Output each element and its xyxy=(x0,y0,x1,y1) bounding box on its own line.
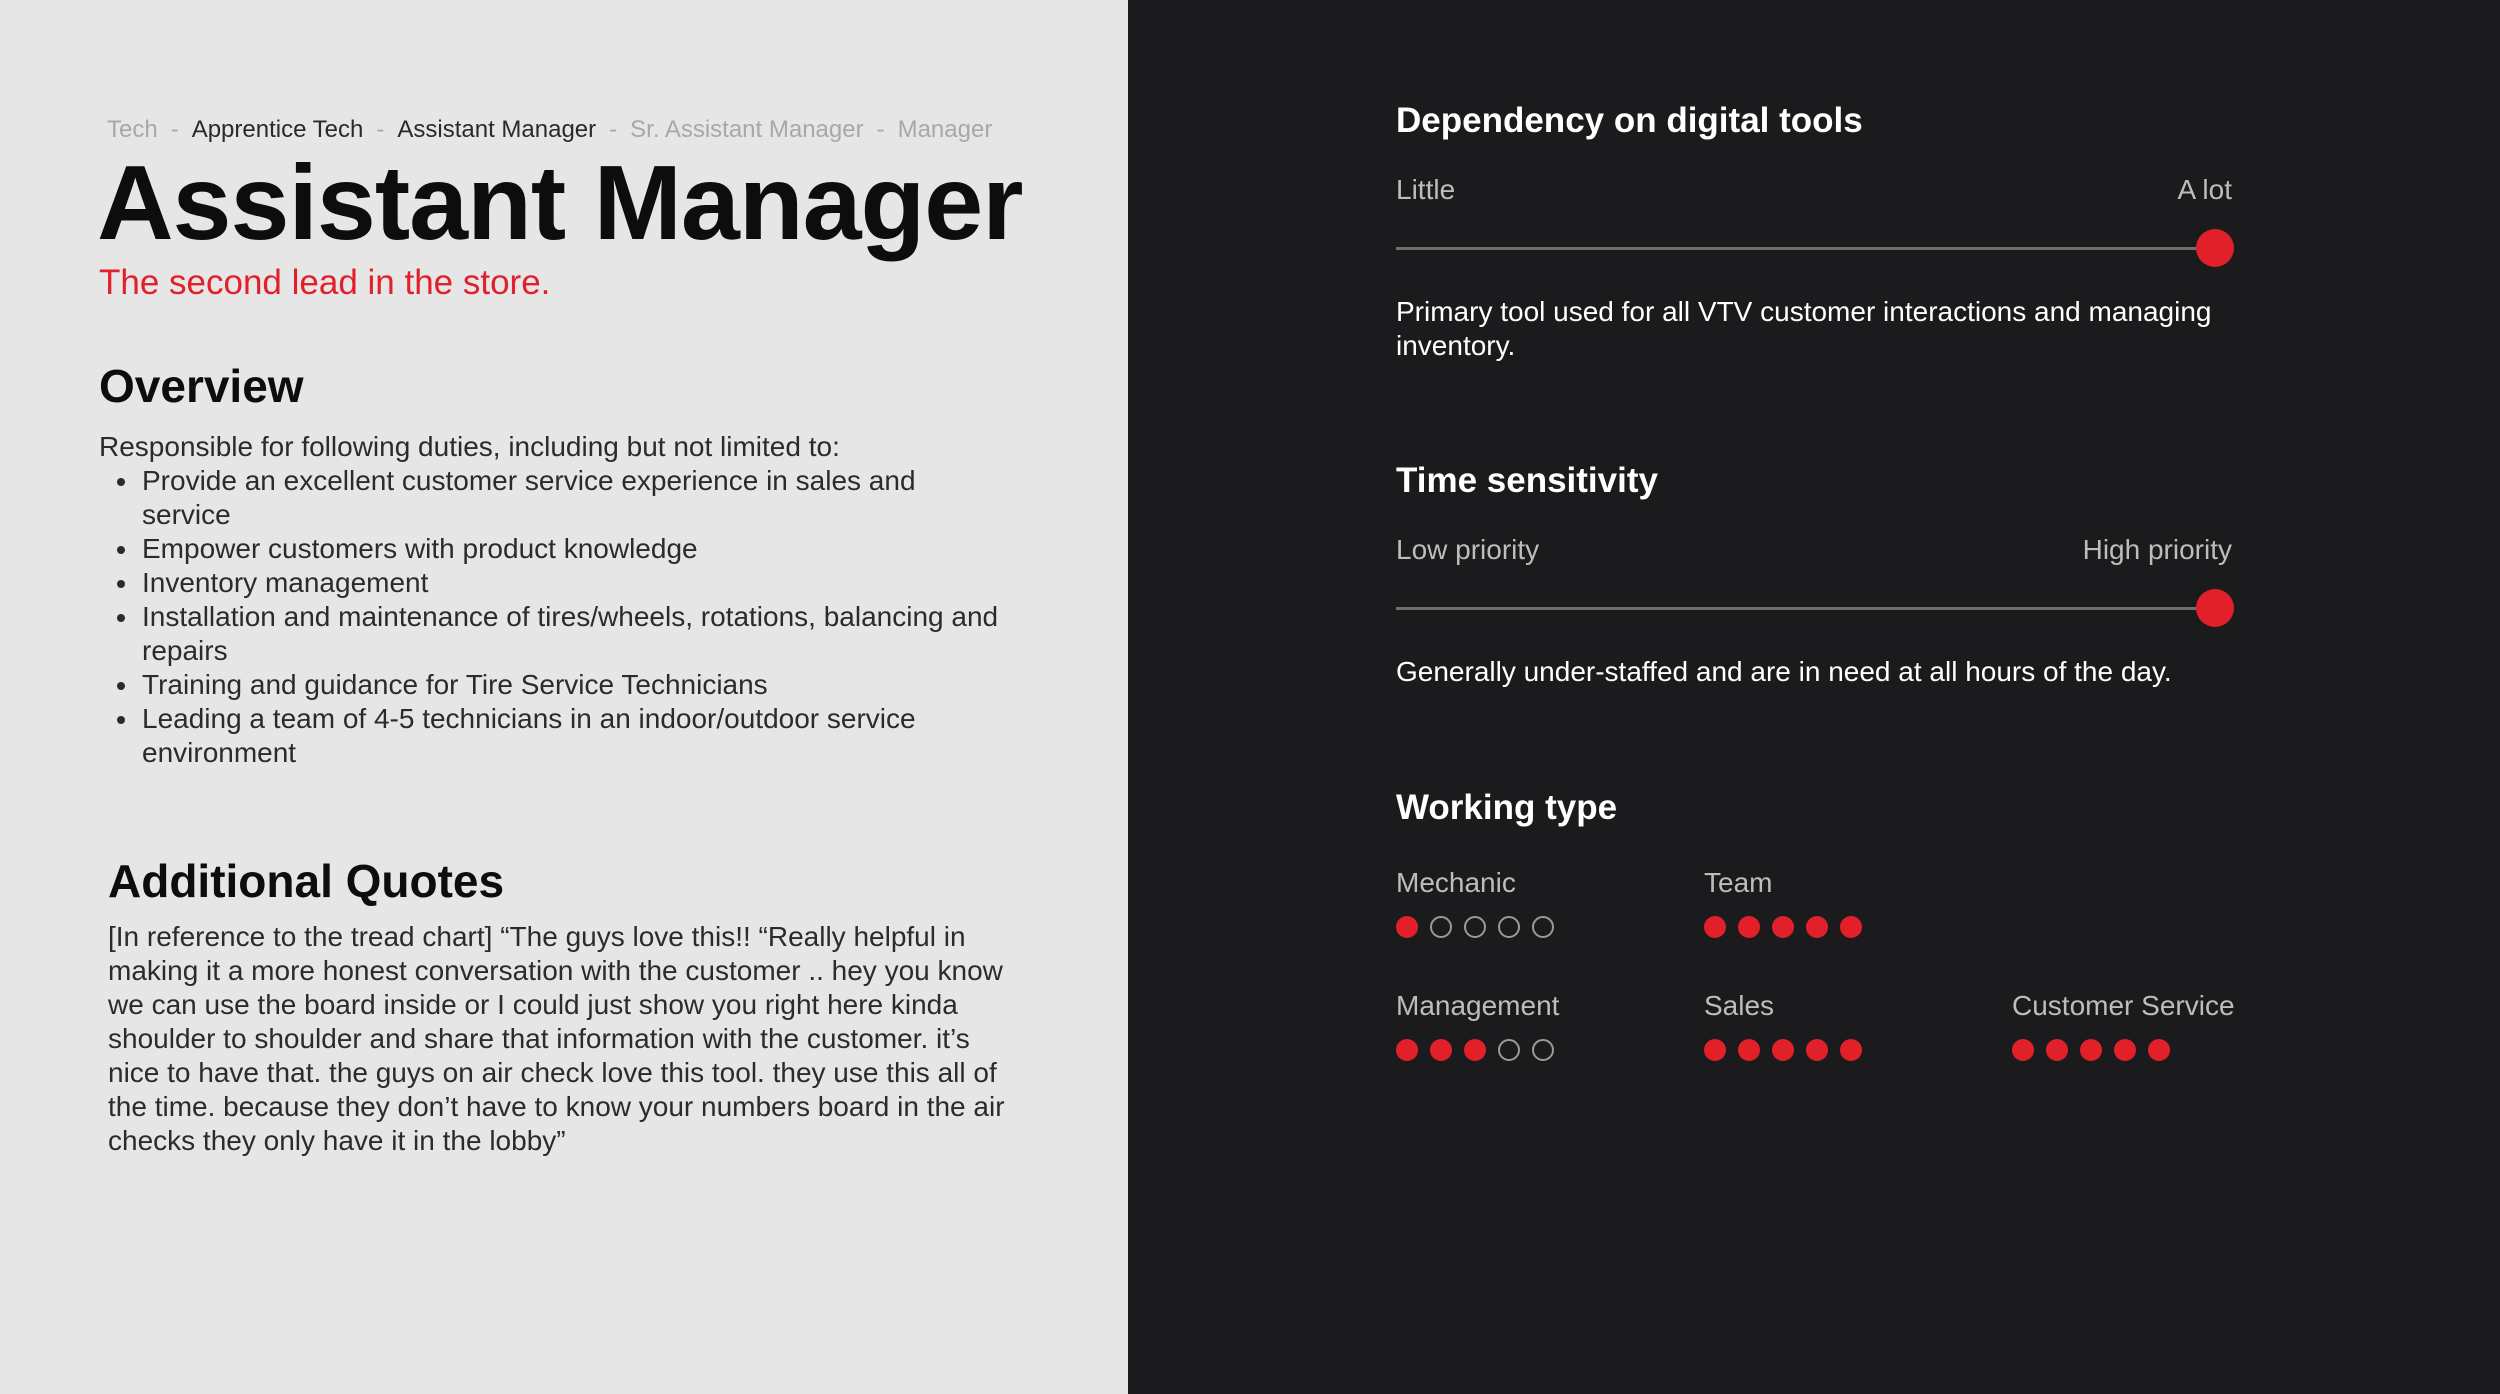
page-title: Assistant Manager xyxy=(97,144,1023,262)
rating-dots xyxy=(2012,1039,2235,1061)
dependency-low-label: Little xyxy=(1396,174,1456,205)
skill-mechanic xyxy=(1396,866,1554,938)
filled-dot-icon xyxy=(2148,1039,2170,1061)
skill-label: Mechanic xyxy=(1396,867,1516,898)
list-item xyxy=(99,668,999,702)
skill-management xyxy=(1396,989,1559,1061)
overview-intro: Responsible for following duties, including but not limited to: xyxy=(99,431,840,462)
filled-dot-icon xyxy=(1704,1039,1726,1061)
empty-dot-icon xyxy=(1532,1039,1554,1061)
empty-dot-icon xyxy=(1498,916,1520,938)
breadcrumb-item-assistant-manager[interactable]: Assistant Manager xyxy=(397,116,597,143)
filled-dot-icon xyxy=(2114,1039,2136,1061)
breadcrumb-item-tech[interactable]: Tech xyxy=(107,116,158,143)
breadcrumb-separator: - xyxy=(609,116,618,143)
bullet-icon xyxy=(117,580,125,588)
time-sensitivity-low-label: Low priority xyxy=(1396,534,1540,565)
list-item xyxy=(99,600,999,668)
dependency-heading: Dependency on digital tools xyxy=(1396,101,1863,140)
filled-dot-icon xyxy=(1464,1039,1486,1061)
time-sensitivity-heading: Time sensitivity xyxy=(1396,461,1658,500)
breadcrumb-separator: - xyxy=(376,116,385,143)
filled-dot-icon xyxy=(1772,916,1794,938)
working-type-heading: Working type xyxy=(1396,788,1618,827)
list-item xyxy=(99,532,999,566)
time-sensitivity-high-label: High priority xyxy=(2082,534,2232,565)
filled-dot-icon xyxy=(1772,1039,1794,1061)
skill-label: Customer Service xyxy=(2012,990,2235,1021)
filled-dot-icon xyxy=(1738,916,1760,938)
rating-dots xyxy=(1396,916,1554,938)
bullet-icon xyxy=(117,546,125,554)
breadcrumb-item-apprentice-tech[interactable]: Apprentice Tech xyxy=(191,116,364,143)
quotes-heading: Additional Quotes xyxy=(108,855,505,907)
overview-heading: Overview xyxy=(99,360,304,412)
quote-text: [In reference to the tread chart] “The guys love this!! “Really helpful in making it a more honest conversation with the customer .. hey you know we can use the board inside or I could just show you right here kinda shoulder to shoulder and share that information with the customer. it’s nice to have that. the guys on air check love this tool. they use this all of the time. because they don’t have to know your numbers board in the air checks they only have it in the lobby” xyxy=(108,921,1005,1156)
breadcrumb-separator: - xyxy=(876,116,885,143)
rating-dots xyxy=(1704,916,1862,938)
breadcrumb-item-sr-assistant-manager[interactable]: Sr. Assistant Manager xyxy=(630,116,864,143)
rating-dots xyxy=(1704,1039,1862,1061)
bullet-icon xyxy=(117,614,125,622)
filled-dot-icon xyxy=(1396,916,1418,938)
skill-label: Sales xyxy=(1704,990,1775,1021)
dependency-high-label: A lot xyxy=(2177,174,2232,205)
dependency-metric xyxy=(1396,99,2232,379)
filled-dot-icon xyxy=(1840,1039,1862,1061)
time-sensitivity-slider-thumb[interactable] xyxy=(2196,589,2234,627)
skill-label: Team xyxy=(1704,867,1773,898)
dependency-slider-thumb[interactable] xyxy=(2196,229,2234,267)
empty-dot-icon xyxy=(1532,916,1554,938)
list-item xyxy=(99,464,999,532)
duty-text: Leading a team of 4-5 technicians in an indoor/outdoor service environment xyxy=(142,703,916,768)
filled-dot-icon xyxy=(1840,916,1862,938)
filled-dot-icon xyxy=(1704,916,1726,938)
left-panel xyxy=(0,0,1128,1394)
duty-text: Training and guidance for Tire Service Technicians xyxy=(142,669,768,700)
filled-dot-icon xyxy=(1738,1039,1760,1061)
skill-label: Management xyxy=(1396,990,1560,1021)
filled-dot-icon xyxy=(1430,1039,1452,1061)
filled-dot-icon xyxy=(1396,1039,1418,1061)
filled-dot-icon xyxy=(1806,1039,1828,1061)
bullet-icon xyxy=(117,716,125,724)
filled-dot-icon xyxy=(2046,1039,2068,1061)
dependency-description: Primary tool used for all VTV customer interactions and managing inventory. xyxy=(1396,296,2212,361)
skill-customer-service xyxy=(2012,989,2235,1061)
empty-dot-icon xyxy=(1464,916,1486,938)
breadcrumb-separator: - xyxy=(170,116,179,143)
rating-dots xyxy=(1396,1039,1559,1061)
empty-dot-icon xyxy=(1430,916,1452,938)
skill-sales xyxy=(1704,989,1862,1061)
time-sensitivity-metric xyxy=(1396,459,2232,699)
empty-dot-icon xyxy=(1498,1039,1520,1061)
time-sensitivity-description: Generally under-staffed and are in need at all hours of the day. xyxy=(1396,656,2172,687)
duty-text: Inventory management xyxy=(142,567,429,598)
duty-text: Provide an excellent customer service experience in sales and service xyxy=(142,465,916,530)
dependency-slider-track[interactable] xyxy=(1396,247,2232,250)
breadcrumb-item-manager[interactable]: Manager xyxy=(897,116,993,143)
skill-team xyxy=(1704,866,1862,938)
duty-text: Installation and maintenance of tires/wheels, rotations, balancing and repairs xyxy=(142,601,999,666)
duty-text: Empower customers with product knowledge xyxy=(142,533,698,564)
working-type-section xyxy=(1396,786,2235,1086)
tagline: The second lead in the store. xyxy=(99,263,551,302)
time-sensitivity-slider-track[interactable] xyxy=(1396,607,2232,610)
list-item xyxy=(99,702,999,770)
filled-dot-icon xyxy=(2012,1039,2034,1061)
filled-dot-icon xyxy=(2080,1039,2102,1061)
bullet-icon xyxy=(117,682,125,690)
filled-dot-icon xyxy=(1806,916,1828,938)
list-item xyxy=(99,566,999,600)
bullet-icon xyxy=(117,478,125,486)
duty-list xyxy=(99,464,999,770)
